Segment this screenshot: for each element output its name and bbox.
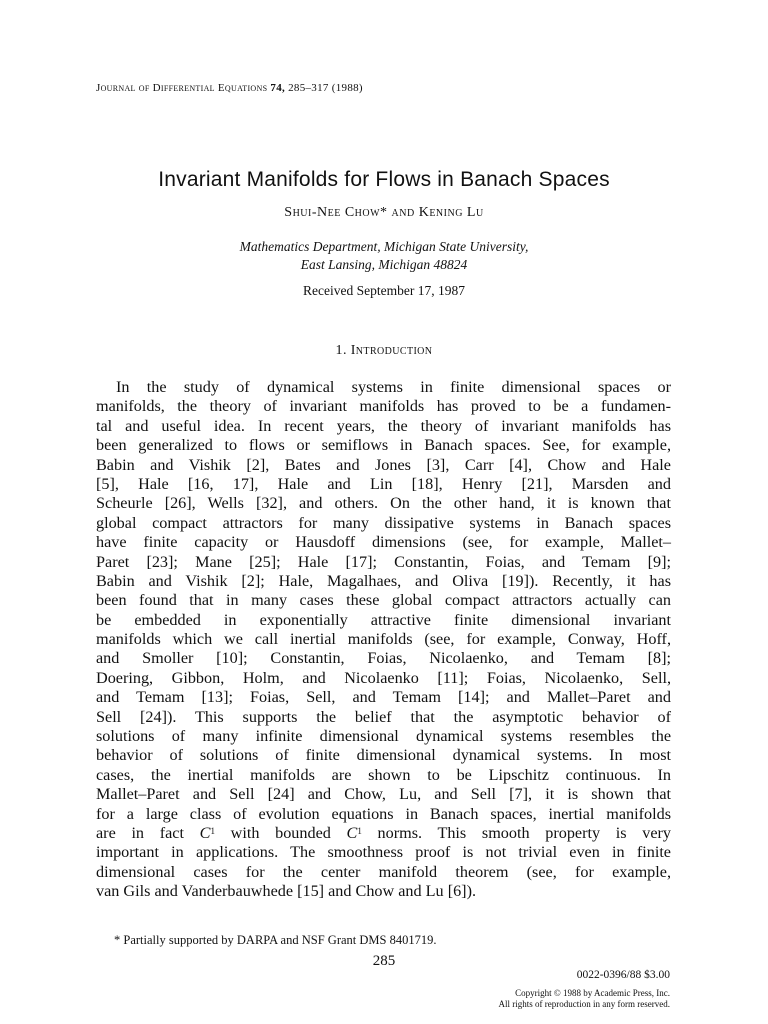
body-line: [5], Hale [16, 17], Hale and Lin [18], Henry [21], Marsden and <box>96 474 671 493</box>
introduction-body <box>96 378 671 902</box>
body-line: Sell [24]). This supports the belief that the asymptotic behavior of <box>96 707 671 726</box>
body-line: Doering, Gibbon, Holm, and Nicolaenko [11]; Foias, Nicolaenko, Sell, <box>96 668 671 687</box>
journal-volume: 74, <box>270 82 286 94</box>
copyright-notice <box>499 988 670 1010</box>
math-c1-norm: C <box>346 823 358 842</box>
body-line: and Smoller [10]; Constantin, Foias, Nicolaenko, and Temam [8]; <box>96 649 671 668</box>
body-line: global compact attractors for many dissipative systems in Banach spaces <box>96 513 671 532</box>
body-line: Mallet–Paret and Sell [24] and Chow, Lu, and Sell [7], it is shown that <box>96 785 671 804</box>
math-c1: C <box>199 823 211 842</box>
body-line: tal and useful idea. In recent years, the theory of invariant manifolds has <box>96 416 671 435</box>
page-number: 285 <box>372 953 396 969</box>
paper-title: Invariant Manifolds for Flows in Banach Spaces <box>158 168 610 191</box>
line24-pre: are in fact <box>96 823 200 842</box>
received-date: Received September 17, 1987 <box>303 283 465 298</box>
body-line: have finite capacity or Hausdoff dimensions (see, for example, Mallet– <box>96 533 671 552</box>
journal-name: Journal of Differential Equations <box>96 82 268 94</box>
affiliation-line-2: East Lansing, Michigan 48824 <box>300 257 468 272</box>
journal-pages-year: 285–317 (1988) <box>288 82 363 94</box>
body-line: be embedded in exponentially attractive finite dimensional invariant <box>96 610 671 629</box>
line24-mid: with bounded <box>214 823 347 842</box>
affiliation-line-1: Mathematics Department, Michigan State University, <box>239 239 529 254</box>
line24-post: norms. This smooth property is very <box>361 823 672 842</box>
journal-header <box>96 82 363 94</box>
price-code: 0022-0396/88 $3.00 <box>576 969 670 981</box>
body-line: manifolds which we call inertial manifolds (see, for example, Conway, Hoff, <box>96 630 671 649</box>
section-heading: 1. Introduction <box>335 343 433 358</box>
body-line: Scheurle [26], Wells [32], and others. On the other hand, it is known that <box>96 494 671 513</box>
body-line: important in applications. The smoothness proof is not trivial even in finite <box>96 843 671 862</box>
copyright-line-2: All rights of reproduction in any form reserved. <box>498 999 670 1009</box>
body-line: In the study of dynamical systems in finite dimensional spaces or <box>116 378 671 396</box>
body-line: van Gils and Vanderbauwhede [15] and Chow and Lu [6]). <box>96 882 477 901</box>
body-line: behavior of solutions of finite dimensional dynamical systems. In most <box>96 746 671 765</box>
body-line: Babin and Vishik [2], Bates and Jones [3], Carr [4], Chow and Hale <box>96 455 671 474</box>
math-sup-2: 1 <box>357 825 362 836</box>
body-line: manifolds, the theory of invariant manifolds has proved to be a fundamen- <box>96 397 671 416</box>
body-line: cases, the inertial manifolds are shown to be Lipschitz continuous. In <box>96 765 671 784</box>
body-line: been found that in many cases these global compact attractors actually can <box>96 591 671 610</box>
body-line: for a large class of evolution equations in Banach spaces, inertial manifolds <box>96 804 671 823</box>
paper-authors: Shui-Nee Chow* and Kening Lu <box>284 205 484 220</box>
math-sup-1: 1 <box>210 825 215 836</box>
body-line-with-math <box>96 824 671 843</box>
body-line: Babin and Vishik [2]; Hale, Magalhaes, and Oliva [19]). Recently, it has <box>96 571 671 590</box>
footnote: * Partially supported by DARPA and NSF Grant DMS 8401719. <box>114 933 437 947</box>
body-line: solutions of many infinite dimensional dynamical systems resembles the <box>96 727 671 746</box>
body-line: dimensional cases for the center manifold theorem (see, for example, <box>96 862 671 881</box>
body-line: been generalized to flows or semiflows in Banach spaces. See, for example, <box>96 436 671 455</box>
copyright-line-1: Copyright © 1988 by Academic Press, Inc. <box>515 988 670 998</box>
body-line: and Temam [13]; Foias, Sell, and Temam [14]; and Mallet–Paret and <box>96 688 671 707</box>
affiliation <box>0 238 768 274</box>
body-line: Paret [23]; Mane [25]; Hale [17]; Constantin, Foias, and Temam [9]; <box>96 552 671 571</box>
